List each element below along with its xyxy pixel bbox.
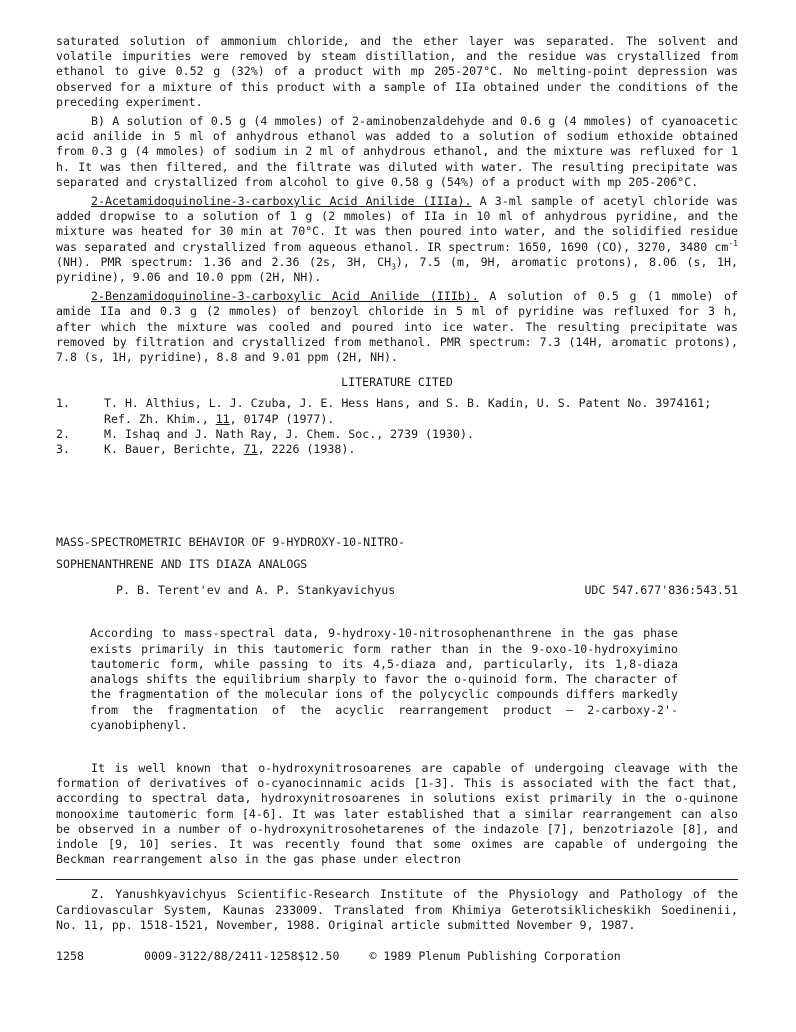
abstract: According to mass-spectral data, 9-hydroxy-10-nitrosophenanthrene in the gas phase exists primarily in this tautomeric form rather than in the 9-oxo-10-hydroxyimino tautomeric form, while passing to its 4,5-diaza and, particularly, its 1,8-diaza analogs shifts the equilibrium sharply to favor the o-quinoid form. The character of the fragmentation of the molecular ions of the polycyclic compounds differs markedly from the fragmentation of the acyclic rearrangement product — 2-carboxy-2'-cyanobiphenyl.: [90, 626, 678, 732]
article-title: [56, 531, 738, 575]
reference-volume: 11: [215, 411, 230, 426]
footnote-divider: [56, 879, 738, 880]
body-paragraph: It is well known that o-hydroxynitrosoarenes are capable of undergoing cleavage with the formation of derivatives of o-cyanocinnamic acids [1-3]. This is associated with the fact that, according to spectral data, hydroxynitrosoarenes in solutions exist primarily in the o-quinone monooxime tautomeric form [4-6]. It was later established that a similar rearrangement can also be observed in a number of o-hydroxynitrosohetarenes of the indazole [7], benzotriazole [8], and indole [9, 10] series. It was recently found that some oximes are capable of undergoing the Beckman rearrangement also in the gas phase under electron: [56, 760, 738, 867]
reference-list: [56, 396, 738, 457]
paragraph-iiia-text-c: ), 7.5 (m, 9H, aromatic protons), 8.06 (s, 1H, pyridine), 9.06 and 10.0 ppm (2H, NH).: [56, 254, 738, 285]
subscript: 3: [391, 262, 396, 272]
paragraph-continuation: saturated solution of ammonium chloride, and the ether layer was separated. The solvent and volatile impurities were removed by steam distillation, and the residue was crystallized from ethanol to give 0.52 g (32%) of a product with mp 205-207°C. No melting-point depression was observed for a mixture of this product with a sample of IIa obtained under the conditions of the preceding experiment.: [56, 34, 738, 109]
paragraph-method-b: B) A solution of 0.5 g (4 mmoles) of 2-aminobenzaldehyde and 0.6 g (4 mmoles) of cyanoacetic acid anilide in 5 ml of anhydrous ethanol was added to a solution of sodium ethoxide obtained from 0.3 g (4 mmoles) of sodium in 2 ml of anhydrous ethanol, and the mixture was refluxed for 1 h. It was then filtered, and the filtrate was diluted with water. The resulting precipitate was separated and crystallized from alcohol to give 0.58 g (54%) of a product with mp 205-206°C.: [56, 114, 738, 189]
authors: P. B. Terent'ev and A. P. Stankyavichyus: [116, 583, 396, 598]
article-title-line1: MASS-SPECTROMETRIC BEHAVIOR OF 9-HYDROXY-10-NITRO-: [56, 535, 406, 550]
paragraph-iiia-text-a: A 3-ml sample of acetyl chloride was added dropwise to a solution of 1 g (2 mmoles) of IIa in 10 ml of anhydrous pyridine, and the mixture was heated for 30 min at 70°C. It was then poured into water, and the solidified residue was separated and crystallized from aqueous ethanol. IR spectrum: 1650, 1690 (CO), 3270, 3480 cm: [56, 194, 738, 254]
page: [56, 34, 738, 964]
reference-text-b: , 0174P (1977).: [229, 411, 335, 426]
paragraph-iiib: [56, 289, 738, 365]
literature-heading: LITERATURE CITED: [341, 375, 453, 390]
reference-item: [56, 442, 738, 457]
paragraph-iiib-text: A solution of 0.5 g (1 mmole) of amide IIa and 0.3 g (2 mmoles) of benzoyl chloride in 5 ml of pyridine was refluxed for 3 h, after which the mixture was cooled and poured into ice water. The resulting precipitate was removed by filtration and crystallized from methanol. PMR spectrum: 7.3 (14H, aromatic protons), 7.8 (s, 1H, pyridine), 8.8 and 9.01 ppm (2H, NH).: [56, 289, 739, 365]
authors-row: [56, 583, 738, 598]
reference-text-b: , 2226 (1938).: [257, 442, 356, 457]
reference-text: [104, 396, 738, 426]
page-footer: [56, 949, 738, 964]
reference-text-a: T. H. Althius, L. J. Czuba, J. E. Hess Hans, and S. B. Kadin, U. S. Patent No. 3974161; Ref. Zh. Khim.,: [104, 396, 712, 426]
article-title-line2: SOPHENANTHRENE AND ITS DIAZA ANALOGS: [56, 557, 308, 572]
superscript: -1: [728, 238, 738, 248]
reference-number: 3.: [56, 442, 70, 457]
article-code: 0009-3122/88/2411-1258$12.50: [144, 948, 340, 963]
udc-code: UDC 547.677'836:543.51: [584, 583, 738, 598]
copyright: © 1989 Plenum Publishing Corporation: [369, 948, 621, 963]
paragraph-iiia-text-b: (NH). PMR spectrum: 1.36 and 2.36 (2s, 3H, CH: [56, 254, 392, 269]
reference-text-a: K. Bauer, Berichte,: [104, 442, 244, 457]
compound-title-iiib: 2-Benzamidoquinoline-3-carboxylic Acid Anilide (IIIb).: [91, 289, 479, 304]
reference-text: [104, 442, 738, 457]
reference-text: M. Ishaq and J. Nath Ray, J. Chem. Soc., 2739 (1930).: [104, 426, 474, 441]
footnote: Z. Yanushkyavichyus Scientific-Research Institute of the Physiology and Pathology of the Cardiovascular System, Kaunas 233009. Translated from Khimiya Geterotsiklicheskikh Soedinenii, No. 11, pp. 1518-1521, November, 1988. Original article submitted November 9, 1987.: [56, 887, 738, 932]
reference-volume: 71: [243, 442, 258, 457]
page-number: 1258: [56, 948, 84, 963]
paragraph-iiia: [56, 194, 738, 285]
reference-number: 2.: [56, 426, 70, 441]
reference-number: 1.: [56, 396, 70, 411]
compound-title-iiia: 2-Acetamidoquinoline-3-carboxylic Acid Anilide (IIIa).: [91, 194, 472, 209]
reference-item: [56, 427, 738, 442]
reference-item: [56, 396, 738, 426]
